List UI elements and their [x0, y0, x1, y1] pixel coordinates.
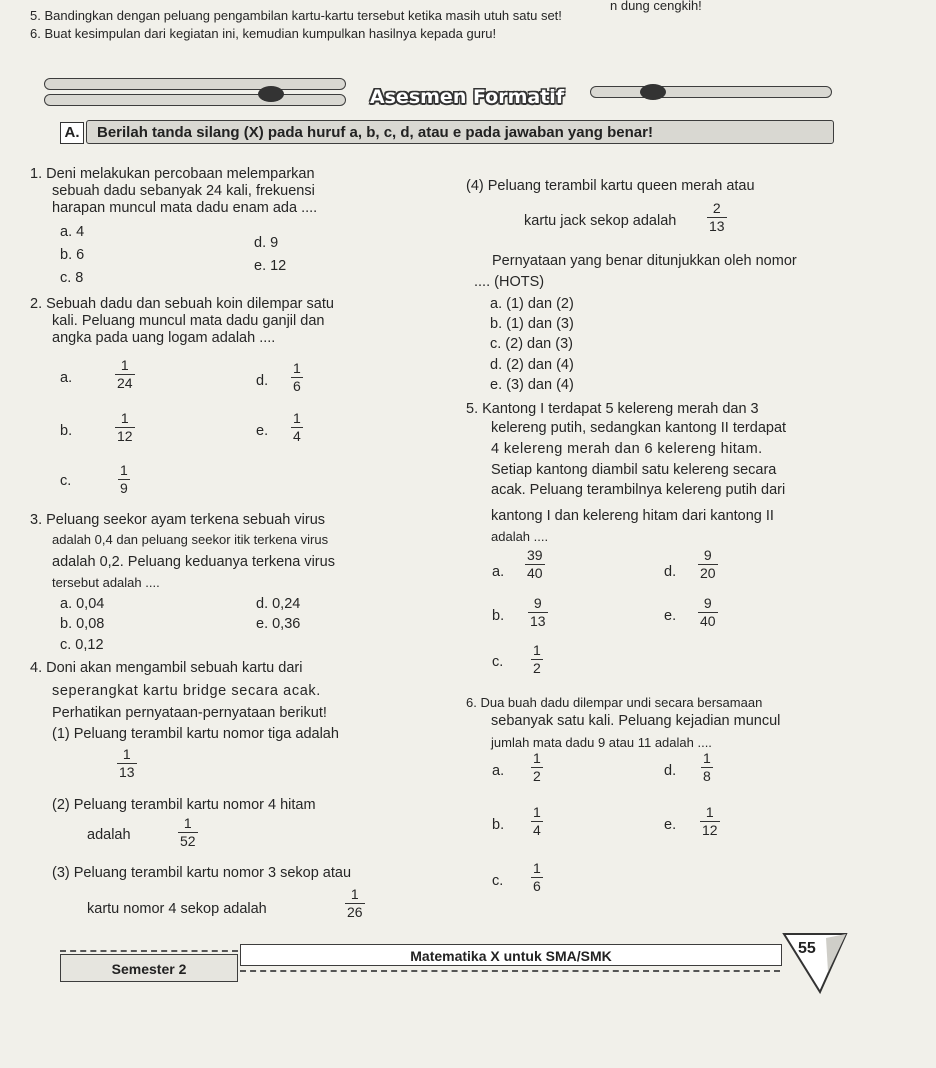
clipped-text: n dung cengkih! — [610, 0, 702, 13]
header-item-5: 5. Bandingkan dengan peluang pengambilan kartu-kartu tersebut ketika masih utuh satu set! — [30, 8, 562, 23]
q1-line-3: harapan muncul mata dadu enam ada .... — [52, 200, 318, 216]
footer-dash-left — [60, 950, 238, 952]
q5-line-6: kantong I dan kelereng hitam dari kantong II — [491, 508, 774, 524]
banner-title: Asesmen Formatif — [369, 86, 565, 108]
numerator: 1 — [533, 804, 541, 820]
q4-statement-2-line-2: adalah — [87, 827, 131, 843]
denominator: 8 — [703, 768, 711, 784]
q2-option-c-fraction — [118, 463, 130, 496]
q6-option-e-fraction — [700, 805, 720, 838]
denominator: 24 — [117, 375, 133, 391]
numerator: 1 — [293, 410, 301, 426]
q2-line-1: 2. Sebuah dadu dan sebuah koin dilempar satu — [30, 296, 334, 312]
q6-option-e-label[interactable]: e. — [664, 817, 677, 833]
numerator: 1 — [122, 746, 131, 762]
q5-line-7: adalah .... — [491, 529, 549, 544]
q6-option-b-label[interactable]: b. — [492, 817, 505, 833]
q1-line-2: sebuah dadu sebanyak 24 kali, frekuensi — [52, 183, 315, 199]
q2-option-d-fraction — [291, 361, 303, 394]
q5-option-c-fraction — [531, 643, 543, 676]
denominator: 26 — [347, 904, 363, 920]
numerator: 39 — [527, 547, 543, 563]
banner-left-top-bar — [44, 78, 346, 90]
q4-option-d[interactable]: d. (2) dan (4) — [490, 357, 574, 373]
numerator: 1 — [533, 642, 541, 658]
q5-line-2: kelereng putih, sedangkan kantong II terdapat — [491, 420, 787, 436]
q5-option-b-fraction — [528, 596, 548, 629]
denominator: 13 — [709, 218, 725, 234]
denominator: 20 — [700, 565, 716, 581]
q4-statement-3-fraction — [345, 887, 365, 920]
q4-option-c[interactable]: c. (2) dan (3) — [490, 336, 573, 352]
denominator: 6 — [533, 878, 541, 894]
q5-option-b-label[interactable]: b. — [492, 608, 505, 624]
numerator: 1 — [533, 860, 541, 876]
denominator: 40 — [527, 565, 543, 581]
q4-statement-1: (1) Peluang terambil kartu nomor tiga adalah — [52, 726, 339, 742]
denominator: 2 — [533, 768, 541, 784]
q4-statement-1-fraction — [117, 747, 137, 780]
q4-question-line: Pernyataan yang benar ditunjukkan oleh nomor — [492, 253, 797, 269]
denominator: 6 — [293, 378, 301, 394]
q4-option-e[interactable]: e. (3) dan (4) — [490, 377, 574, 393]
numerator: 1 — [120, 410, 129, 426]
q2-option-b-label[interactable]: b. — [60, 423, 73, 439]
q3-line-1: 3. Peluang seekor ayam terkena sebuah virus — [30, 512, 326, 528]
q4-line-1: 4. Doni akan mengambil sebuah kartu dari — [30, 660, 303, 676]
q4-statement-4-line-1: (4) Peluang terambil kartu queen merah atau — [466, 178, 755, 194]
footer-semester: Semester 2 — [60, 954, 238, 982]
footer-dash-right — [240, 970, 780, 972]
banner-right-bar — [590, 86, 832, 98]
banner-left-dot-icon — [258, 86, 284, 102]
footer-book-title: Matematika X untuk SMA/SMK — [240, 944, 782, 966]
q2-line-2: kali. Peluang muncul mata dadu ganjil dan — [52, 313, 325, 329]
denominator: 4 — [533, 822, 541, 838]
numerator: 2 — [712, 200, 721, 216]
q4-line-3: Perhatikan pernyataan-pernyataan berikut! — [52, 705, 327, 721]
q5-option-a-label[interactable]: a. — [492, 564, 505, 580]
numerator: 1 — [350, 886, 359, 902]
numerator: 1 — [703, 750, 711, 766]
denominator: 4 — [293, 428, 301, 444]
q5-line-4: Setiap kantong diambil satu kelereng secara — [491, 462, 777, 478]
q4-option-b[interactable]: b. (1) dan (3) — [490, 316, 574, 332]
q2-option-e-label[interactable]: e. — [256, 423, 269, 439]
numerator: 1 — [120, 462, 128, 478]
q6-line-3: jumlah mata dadu 9 atau 11 adalah .... — [491, 735, 712, 750]
q1-option-a[interactable]: a. 4 — [60, 224, 85, 240]
q2-option-a-label[interactable]: a. — [60, 370, 73, 386]
q1-line-1: 1. Deni melakukan percobaan melemparkan — [30, 166, 315, 182]
q3-option-d[interactable]: d. 0,24 — [256, 596, 301, 612]
q2-option-e-fraction — [291, 411, 303, 444]
q5-option-d-fraction — [698, 548, 718, 581]
banner-left-bottom-bar — [44, 94, 346, 106]
q2-option-a-fraction — [115, 358, 135, 391]
q6-line-2: sebanyak satu kali. Peluang kejadian muncul — [491, 713, 781, 729]
denominator: 12 — [117, 428, 133, 444]
banner-right-dot-icon — [640, 84, 666, 100]
denominator: 9 — [120, 480, 128, 496]
q4-statement-2-fraction — [178, 816, 198, 849]
q6-option-d-label[interactable]: d. — [664, 763, 677, 779]
q6-option-c-fraction — [531, 861, 543, 894]
numerator: 9 — [703, 547, 712, 563]
q6-option-d-fraction — [701, 751, 713, 784]
q1-option-b[interactable]: b. 6 — [60, 247, 85, 263]
q6-option-b-fraction — [531, 805, 543, 838]
q5-line-5: acak. Peluang terambilnya kelereng putih dari — [491, 482, 786, 498]
numerator: 1 — [293, 360, 301, 376]
q1-option-d[interactable]: d. 9 — [254, 235, 279, 251]
q5-option-c-label[interactable]: c. — [492, 654, 504, 670]
numerator: 9 — [533, 595, 542, 611]
q2-line-3: angka pada uang logam adalah .... — [52, 330, 276, 346]
q6-option-c-label[interactable]: c. — [492, 873, 504, 889]
q4-statement-4-line-2: kartu jack sekop adalah — [524, 213, 677, 229]
q6-line-1: 6. Dua buah dadu dilempar undi secara bersamaan — [466, 695, 763, 710]
q2-option-c-label[interactable]: c. — [60, 473, 72, 489]
denominator: 12 — [702, 822, 718, 838]
numerator: 1 — [533, 750, 541, 766]
q5-option-e-fraction — [698, 596, 718, 629]
q5-option-a-fraction — [525, 548, 545, 581]
section-letter: A. — [60, 122, 84, 144]
q3-line-4: tersebut adalah .... — [52, 575, 160, 590]
q3-line-2: adalah 0,4 dan peluang seekor itik terkena virus — [52, 532, 329, 547]
q3-option-e[interactable]: e. 0,36 — [256, 616, 301, 632]
denominator: 52 — [180, 833, 196, 849]
denominator: 13 — [530, 613, 546, 629]
section-instruction: Berilah tanda silang (X) pada huruf a, b, c, d, atau e pada jawaban yang benar! — [86, 120, 834, 144]
q3-option-b[interactable]: b. 0,08 — [60, 616, 105, 632]
q4-statement-2-line-1: (2) Peluang terambil kartu nomor 4 hitam — [52, 797, 316, 813]
page-number: 55 — [798, 940, 816, 957]
page-corner-accent — [826, 934, 846, 972]
q1-option-c[interactable]: c. 8 — [60, 270, 84, 286]
numerator: 1 — [183, 815, 192, 831]
q4-hots-tag: .... (HOTS) — [474, 274, 545, 290]
q3-option-c[interactable]: c. 0,12 — [60, 637, 104, 653]
q4-statement-3-line-2: kartu nomor 4 sekop adalah — [87, 901, 267, 917]
q4-statement-3-line-1: (3) Peluang terambil kartu nomor 3 sekop atau — [52, 865, 352, 881]
denominator: 2 — [533, 660, 541, 676]
numerator: 1 — [120, 357, 129, 373]
denominator: 13 — [119, 764, 135, 780]
q4-option-a[interactable]: a. (1) dan (2) — [490, 296, 574, 312]
q5-line-1: 5. Kantong I terdapat 5 kelereng merah dan 3 — [466, 401, 759, 417]
q4-statement-4-fraction — [707, 201, 727, 234]
q2-option-d-label[interactable]: d. — [256, 373, 269, 389]
q3-line-3: adalah 0,2. Peluang keduanya terkena virus — [52, 554, 335, 570]
q2-option-b-fraction — [115, 411, 135, 444]
numerator: 1 — [705, 804, 714, 820]
numerator: 9 — [703, 595, 712, 611]
q6-option-a-label[interactable]: a. — [492, 763, 505, 779]
q3-option-a[interactable]: a. 0,04 — [60, 596, 105, 612]
denominator: 40 — [700, 613, 716, 629]
header-item-6: 6. Buat kesimpulan dari kegiatan ini, kemudian kumpulkan hasilnya kepada guru! — [30, 26, 497, 41]
q6-option-a-fraction — [531, 751, 543, 784]
q4-line-2: seperangkat kartu bridge secara acak. — [52, 683, 321, 699]
q5-line-3: 4 kelereng merah dan 6 kelereng hitam. — [491, 441, 763, 457]
q1-option-e[interactable]: e. 12 — [254, 258, 287, 274]
q5-option-d-label[interactable]: d. — [664, 564, 677, 580]
q5-option-e-label[interactable]: e. — [664, 608, 677, 624]
